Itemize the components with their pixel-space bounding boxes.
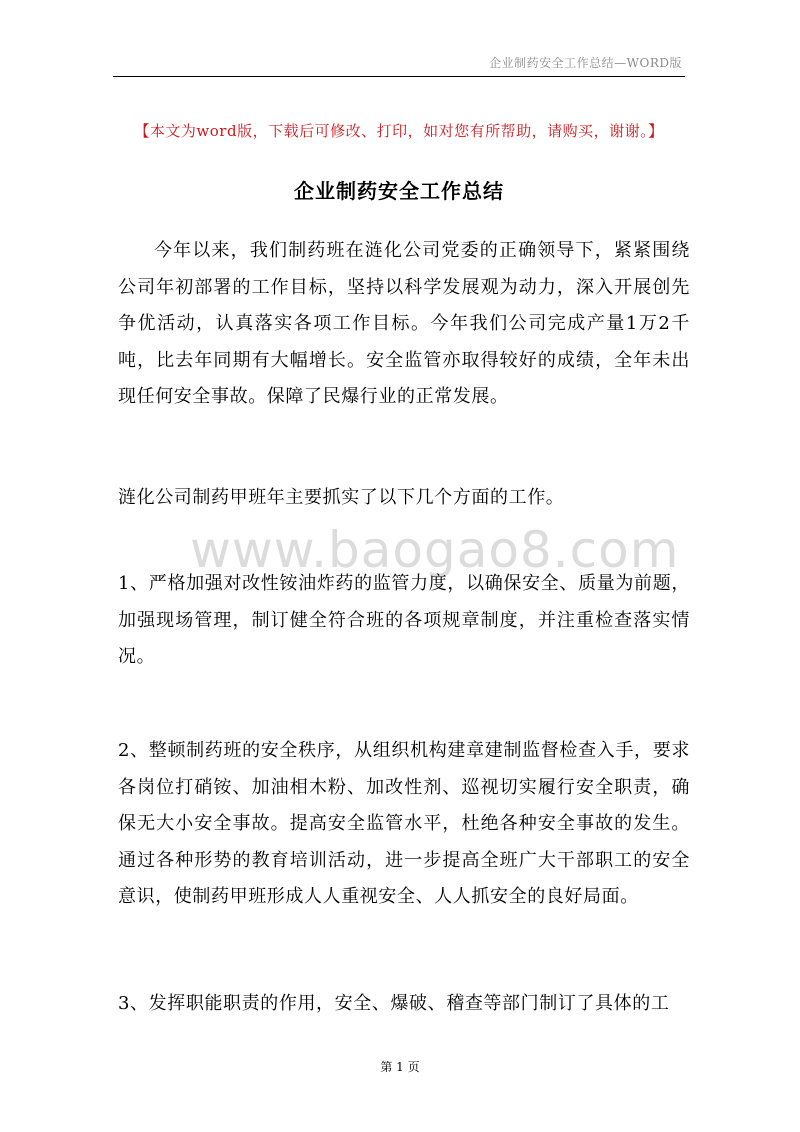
paragraph-intro: 今年以来，我们制药班在涟化公司党委的正确领导下，紧紧围绕公司年初部署的工作目标，坚持以科学发展观为动力，深入开展创先争优活动，认真落实各项工作目标。今年我们公司完成产量1万2千吨，比去年同期有大幅增长。安全监管亦取得较好的成绩，全年未出现任何安全事故。保障了民爆行业的正常发展。 (118, 240, 690, 407)
page-header-text: 企业制药安全工作总结—WORD版 (489, 56, 682, 70)
header-divider (113, 76, 685, 77)
paragraph-item-1: 1、严格加强对改性铵油炸药的监管力度，以确保安全、质量为前题，加强现场管理，制订健全符合班的各项规章制度，并注重检查落实情况。 (118, 573, 690, 667)
page-number: 第 1 页 (380, 1060, 420, 1074)
paragraph-item-3: 3、发挥职能职责的作用，安全、爆破、稽查等部门制订了具体的工 (118, 993, 670, 1014)
purchase-notice: 【本文为word版，下载后可修改、打印，如对您有所帮助，请购买，谢谢。】 (134, 122, 664, 140)
watermark: www.baogao8.com (190, 521, 680, 579)
paragraph-summary: 涟化公司制药甲班年主要抓实了以下几个方面的工作。 (118, 487, 565, 508)
document-title: 企业制药安全工作总结 (294, 179, 504, 203)
paragraph-item-2: 2、整顿制药班的安全秩序，从组织机构建章建制监督检查入手，要求各岗位打硝铵、加油相木粉、加改性剂、巡视切实履行安全职责，确保无大小安全事故。提高安全监管水平，杜绝各种安全事故的发生。通过各种形势的教育培训活动，进一步提高全班广大干部职工的安全意识，使制药甲班形成人人重视安全、人人抓安全的良好局面。 (118, 740, 690, 907)
